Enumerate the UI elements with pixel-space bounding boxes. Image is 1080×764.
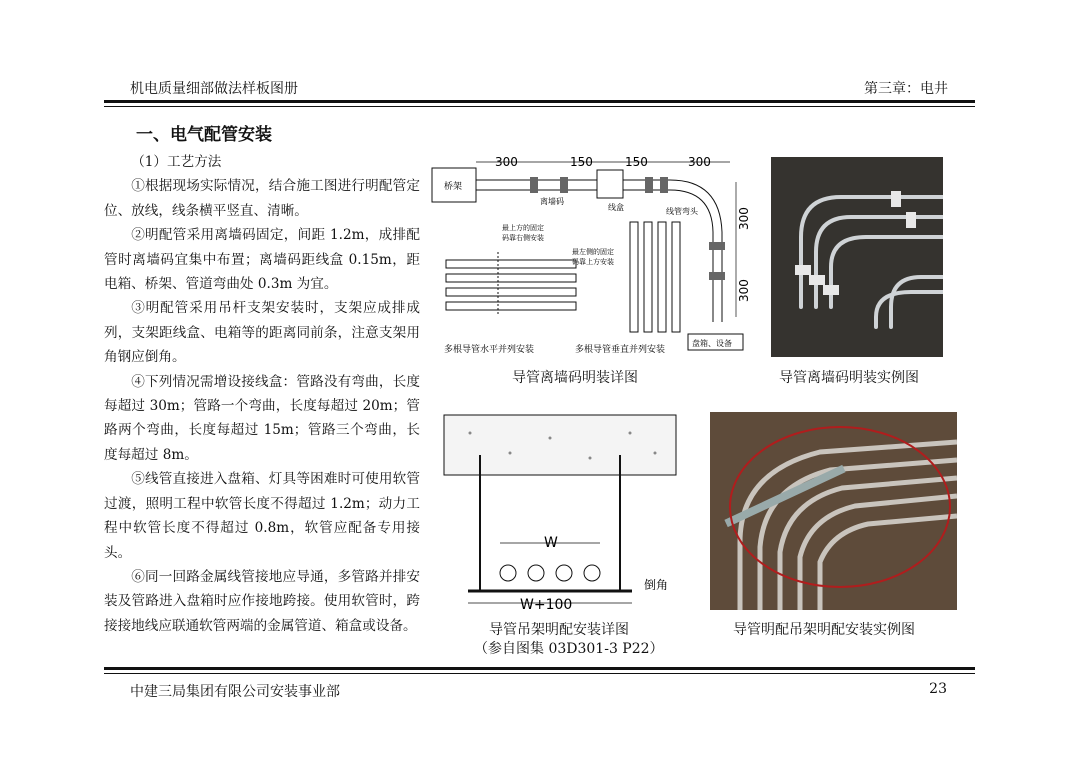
dim-5: 300 xyxy=(737,207,751,230)
paragraph-5: ⑤线管直接进入盘箱、灯具等困难时可使用软管过渡，照明工程中软管长度不得超过 1.2m；动力工程中软管长度不得超过 0.8m，软管应配备专用接头。 xyxy=(104,471,420,561)
caption-wall-clip-photo: 导管离墙码明装实例图 xyxy=(779,370,919,386)
dim-6: 300 xyxy=(737,279,751,302)
wall-clip-detail-drawing xyxy=(430,152,760,362)
header-right: 第三章：电井 xyxy=(864,81,948,97)
label-vertical: 多根导管垂直并列安装 xyxy=(575,345,666,355)
paragraph-4: ④下列情况需增设接线盒：管路没有弯曲，长度每超过 30m；管路一个弯曲，长度每超过 20m；管路两个弯曲，长度每超过 15m；管路三个弯曲，长度每超过 8m。 xyxy=(104,373,420,463)
header-left: 机电质量细部做法样板图册 xyxy=(130,81,298,97)
hanger-detail-drawing xyxy=(440,413,690,613)
paragraph-1: ①根据现场实际情况，结合施工图进行明配管定位、放线，线条横平竖直、清晰。 xyxy=(104,178,420,219)
label-bend: 线管弯头 xyxy=(666,207,698,216)
page-number: 23 xyxy=(929,681,947,697)
caption-hanger-photo: 导管明配吊架明配安装实例图 xyxy=(733,622,915,638)
subsection-title: （1）工艺方法 xyxy=(131,154,222,170)
hanger-photo xyxy=(710,412,957,610)
footer-left: 中建三局集团有限公司安装事业部 xyxy=(130,684,340,700)
dim-4: 300 xyxy=(688,155,711,169)
note-top-2: 码靠右侧安装 xyxy=(502,234,544,242)
label-chamfer: 倒角 xyxy=(644,578,669,592)
caption-hanger-detail: 导管吊架明配安装详图 xyxy=(489,622,629,638)
paragraph-2: ②明配管采用离墙码固定，间距 1.2m，成排配管时离墙码宜集中布置；离墙码距线盒 0.15m，距电箱、桥架、管道弯曲处 0.3m 为宜。 xyxy=(104,227,420,293)
footer-rule-thin xyxy=(104,673,975,674)
header-rule-thick xyxy=(104,100,975,103)
label-bridge: 桥架 xyxy=(444,182,463,192)
note-top-1: 最上方的固定 xyxy=(502,224,544,232)
label-horizontal: 多根导管水平并列安装 xyxy=(444,345,535,355)
dim-2: 150 xyxy=(570,155,593,169)
label-w100: W+100 xyxy=(520,597,573,613)
section-title: 一、电气配管安装 xyxy=(136,125,272,145)
caption-hanger-detail-ref: （参自图集 03D301-3 P22） xyxy=(474,641,664,657)
footer-rule-thick xyxy=(104,667,975,670)
paragraph-6: ⑥同一回路金属线管接地应导通，多管路并排安装及管路进入盘箱时应作接地跨接。使用软管时，跨接接地线应联通软管两端的金属管道、箱盒或设备。 xyxy=(104,568,420,634)
dim-1: 300 xyxy=(495,155,518,169)
label-box: 线盒 xyxy=(608,203,624,212)
body-text xyxy=(104,150,420,638)
paragraph-3: ③明配管采用吊杆支架安装时，支架应成排成列，支架距线盒、电箱等的距离同前条，注意支架用角钢应倒角。 xyxy=(104,300,420,366)
wall-clip-photo xyxy=(771,157,943,357)
note-left-1: 最左侧的固定 xyxy=(572,248,614,256)
header-rule-thin xyxy=(104,106,975,107)
label-clip: 离墙码 xyxy=(540,197,564,206)
dim-3: 150 xyxy=(625,155,648,169)
label-w: W xyxy=(544,535,558,551)
caption-wall-clip-detail: 导管离墙码明装详图 xyxy=(512,370,638,386)
note-left-2: 码靠上方安装 xyxy=(572,258,614,266)
label-panel: 盘箱、设备 xyxy=(692,339,732,348)
